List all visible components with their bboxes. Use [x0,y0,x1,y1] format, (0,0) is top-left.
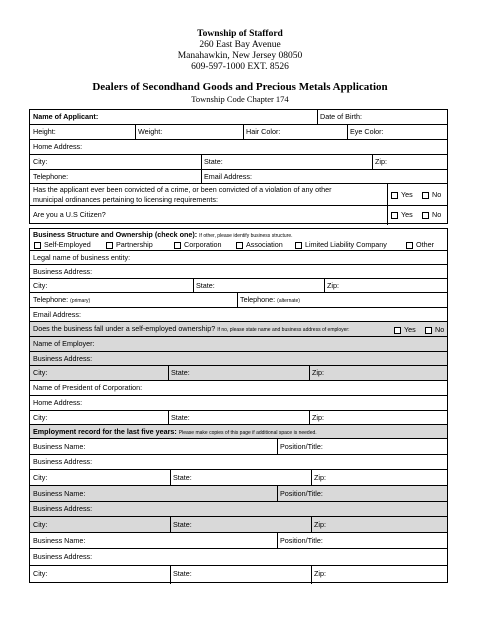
president-name-field[interactable]: Name of President of Corporation: [33,383,143,392]
employment-2-name-row [30,486,447,502]
form-subtitle: Township Code Chapter 174 [191,94,289,104]
self-employed-checkbox[interactable] [34,242,41,249]
employer-address-field[interactable]: Business Address: [33,354,93,363]
telephone-email-row [30,170,447,184]
employment-1-address[interactable]: Business Address: [33,457,93,466]
home-address-field[interactable]: Home Address: [33,142,83,151]
business-zip-field[interactable]: Zip: [327,281,339,290]
association-checkbox[interactable] [236,242,243,249]
employment-3-city[interactable]: City: [33,569,48,578]
city-state-zip-row [30,155,447,170]
option-corporation[interactable]: Corporation [174,240,222,250]
business-address-field[interactable]: Business Address: [33,267,93,276]
form-title: Dealers of Secondhand Goods and Precious Metals Application [92,81,388,93]
employer-name-field[interactable]: Name of Employer: [33,339,95,348]
employment-3-name-row [30,533,447,549]
option-self-employed[interactable]: Self-Employed [34,240,91,250]
business-section [29,228,448,425]
employment-3-address[interactable]: Business Address: [33,552,93,561]
business-structure-heading: Business Structure and Ownership (check one): If other, please identify business structure. [33,230,293,239]
employment-2-business-name[interactable]: Business Name: [33,489,86,498]
employment-section [29,424,448,583]
citizen-question-row [30,206,447,225]
hair-color-field[interactable]: Hair Color: [246,127,281,136]
option-other[interactable]: Other [406,240,434,250]
township-phone: 609-597-1000 EXT. 8526 [191,62,289,72]
home-address-row [30,140,447,155]
president-state-field[interactable]: State: [171,413,190,422]
township-city: Manahawkin, New Jersey 08050 [177,51,303,61]
president-address-row [30,396,447,411]
president-home-address-field[interactable]: Home Address: [33,398,83,407]
business-state-field[interactable]: State: [196,281,215,290]
self-employed-yes-option[interactable]: Yes [394,325,416,335]
zip-field[interactable]: Zip: [375,157,387,166]
employment-3-zip[interactable]: Zip: [314,569,326,578]
legal-name-row [30,251,447,265]
citizen-yes-option[interactable]: Yes [391,210,413,220]
employment-2-address-row [30,502,447,517]
corporation-checkbox[interactable] [174,242,181,249]
crime-yes-checkbox[interactable] [391,192,398,199]
employment-1-city-row [30,470,447,486]
employer-city-field[interactable]: City: [33,368,48,377]
physical-row [30,125,447,140]
employment-header-row [30,425,447,439]
eye-color-field[interactable]: Eye Color: [350,127,384,136]
employment-3-address-row [30,549,447,566]
option-association[interactable]: Association [236,240,283,250]
dob-field[interactable]: Date of Birth: [320,112,362,121]
state-field[interactable]: State: [204,157,223,166]
citizen-yes-checkbox[interactable] [391,212,398,219]
employer-address-row [30,352,447,366]
business-email-row [30,308,447,322]
height-field[interactable]: Height: [33,127,56,136]
crime-question: Has the applicant ever been convicted of a crime, or been convicted of a violation of any other municipal ordinances pertaining to licensing requirements: [33,185,332,204]
employment-1-business-name[interactable]: Business Name: [33,442,86,451]
employment-3-state[interactable]: State: [173,569,192,578]
employment-1-position[interactable]: Position/Title: [280,442,323,451]
employment-3-business-name[interactable]: Business Name: [33,536,86,545]
citizen-question: Are you a U.S Citizen? [33,210,106,219]
employment-2-address[interactable]: Business Address: [33,504,93,513]
employer-name-row [30,337,447,352]
employment-3-position[interactable]: Position/Title: [280,536,323,545]
citizen-no-checkbox[interactable] [422,212,429,219]
business-structure-row [30,229,447,251]
business-email-field[interactable]: Email Address: [33,310,81,319]
township-address: 260 East Bay Avenue [199,40,281,50]
legal-name-field[interactable]: Legal name of business entity: [33,253,131,262]
township-name: Township of Stafford [197,29,283,39]
employment-1-name-row [30,439,447,455]
employment-2-state[interactable]: State: [173,520,192,529]
option-llc[interactable]: Limited Liability Company [295,240,387,250]
business-city-row [30,279,447,293]
llc-checkbox[interactable] [295,242,302,249]
employment-2-position[interactable]: Position/Title: [280,489,323,498]
email-field[interactable]: Email Address: [204,172,252,181]
partnership-checkbox[interactable] [106,242,113,249]
business-telephone-row [30,293,447,308]
employment-3-city-row [30,566,447,584]
employer-zip-field[interactable]: Zip: [312,368,324,377]
telephone-field[interactable]: Telephone: [33,172,69,181]
president-zip-field[interactable]: Zip: [312,413,324,422]
applicant-name-row [30,110,447,125]
employment-2-zip[interactable]: Zip: [314,520,326,529]
business-city-field[interactable]: City: [33,281,48,290]
self-employed-question: Does the business fall under a self-employed ownership? If no, please state name and business address of employer: [33,324,350,333]
president-row [30,381,447,396]
option-partnership[interactable]: Partnership [106,240,153,250]
employer-city-row [30,366,447,381]
crime-no-option[interactable]: No [422,190,441,200]
employment-2-city-row [30,517,447,533]
crime-yes-option[interactable]: Yes [391,190,413,200]
president-city-field[interactable]: City: [33,413,48,422]
citizen-no-option[interactable]: No [422,210,441,220]
self-employed-no-option[interactable]: No [425,325,444,335]
self-employed-no-checkbox[interactable] [425,327,432,334]
self-employed-question-row [30,322,447,337]
city-field[interactable]: City: [33,157,48,166]
crime-question-row [30,184,447,206]
applicant-section [29,109,448,224]
employment-1-state[interactable]: State: [173,473,192,482]
crime-no-checkbox[interactable] [422,192,429,199]
employment-2-city[interactable]: City: [33,520,48,529]
self-employed-yes-checkbox[interactable] [394,327,401,334]
employment-1-city[interactable]: City: [33,473,48,482]
other-checkbox[interactable] [406,242,413,249]
weight-field[interactable]: Weight: [138,127,163,136]
applicant-name-field[interactable]: Name of Applicant: [33,112,99,121]
employment-1-address-row [30,455,447,470]
business-telephone-primary[interactable]: Telephone: (primary) [33,295,91,304]
business-telephone-alternate[interactable]: Telephone: (alternate) [240,295,300,304]
employer-state-field[interactable]: State: [171,368,190,377]
business-address-row [30,265,447,279]
employment-header: Employment record for the last five years: Please make copies of this page if additional space is needed. [33,427,317,436]
employment-1-zip[interactable]: Zip: [314,473,326,482]
